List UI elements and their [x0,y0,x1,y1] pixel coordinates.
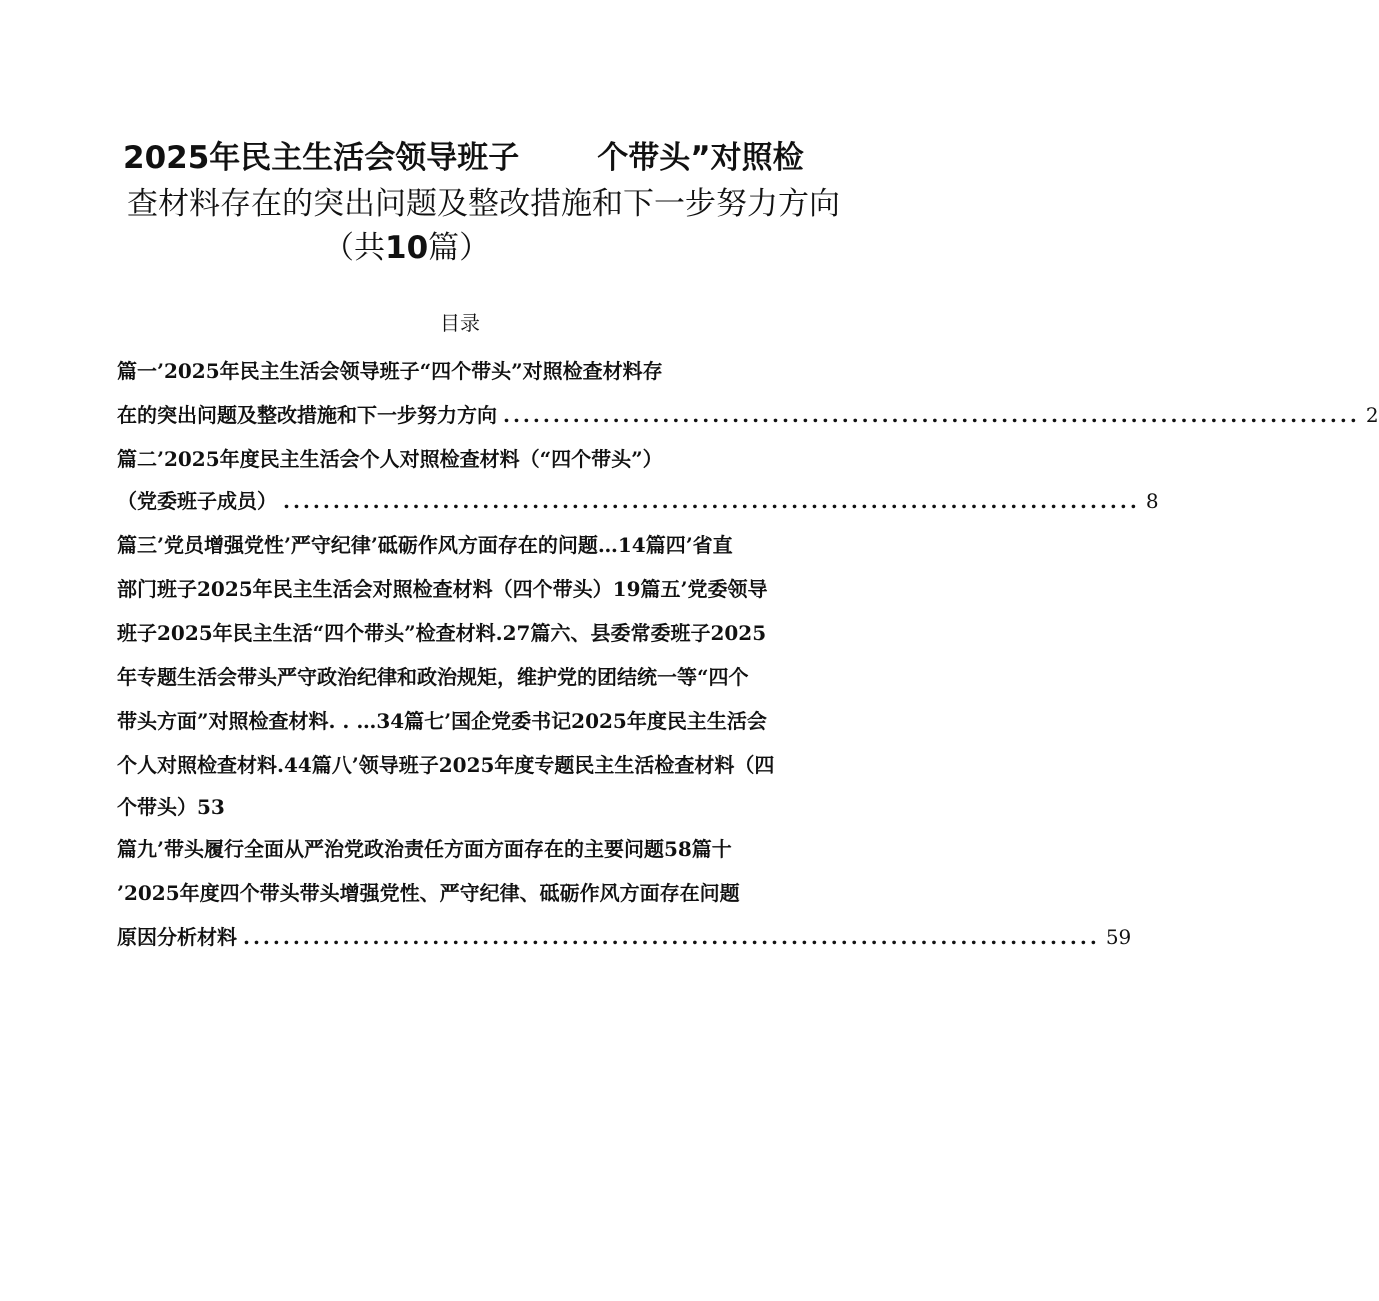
title-line-1-part-b: 个带头”对照检 [597,140,804,176]
toc-line-2[interactable] [117,400,1379,430]
toc-leader-dots: ...................................................................................... [503,403,1360,427]
title-line-3-count: 10 [385,230,429,266]
title-line-1-part-a: 2025年民主生活会领导班子 [123,140,520,176]
toc-line-5[interactable]: 篇三’党员增强党性’严守纪律’砥砺作风方面存在的问题…14篇四’省直 [117,533,733,557]
toc-page-number: 2 [1365,403,1379,427]
toc-line-9[interactable]: 带头方面”对照检查材料. . …34篇七’国企党委书记2025年度民主生活会 [117,709,767,733]
toc-line-4-text: （党委班子成员） [117,489,277,513]
title-line-3-open: （共 [323,230,385,266]
document-title-line-1 [123,138,804,178]
title-line-3-close: 篇） [428,230,491,266]
toc-line-14[interactable] [117,922,1132,952]
toc-page-number: 8 [1145,489,1159,513]
toc-line-7[interactable]: 班子2025年民主生活“四个带头”检查材料.27篇六、县委常委班子2025 [117,621,767,645]
document-title-line-3 [323,228,490,268]
toc-line-14-text: 原因分析材料 [117,925,237,949]
toc-line-12[interactable]: 篇九’带头履行全面从严治党政治责任方面方面存在的主要问题58篇十 [117,837,732,861]
toc-leader-dots: ...................................................................................... [243,925,1100,949]
toc-line-2-text: 在的突出问题及整改措施和下一步努力方向 [117,403,497,427]
toc-line-8[interactable]: 年专题生活会带头严守政治纪律和政治规矩，维护党的团结统一等“四个 [117,665,749,689]
toc-line-6[interactable]: 部门班子2025年民主生活会对照检查材料（四个带头）19篇五’党委领导 [117,577,768,601]
toc-line-1[interactable]: 篇一’2025年民主生活会领导班子“四个带头”对照检查材料存 [117,359,663,383]
document-title-line-2: 查材料存在的突出问题及整改措施和下一步努力方向 [127,186,840,222]
toc-line-4[interactable] [117,486,1159,516]
toc-line-11[interactable]: 个带头）53 [117,795,225,819]
toc-line-3[interactable]: 篇二’2025年度民主生活会个人对照检查材料（“四个带头”） [117,447,663,471]
toc-leader-dots: ...................................................................................... [283,489,1140,513]
toc-line-10[interactable]: 个人对照检查材料.44篇八’领导班子2025年度专题民主生活检查材料（四 [117,753,775,777]
toc-page-number: 59 [1105,925,1132,949]
toc-line-13[interactable]: ’2025年度四个带头带头增强党性、严守纪律、砥砺作风方面存在问题 [117,881,740,905]
toc-heading: 目录 [440,311,480,335]
